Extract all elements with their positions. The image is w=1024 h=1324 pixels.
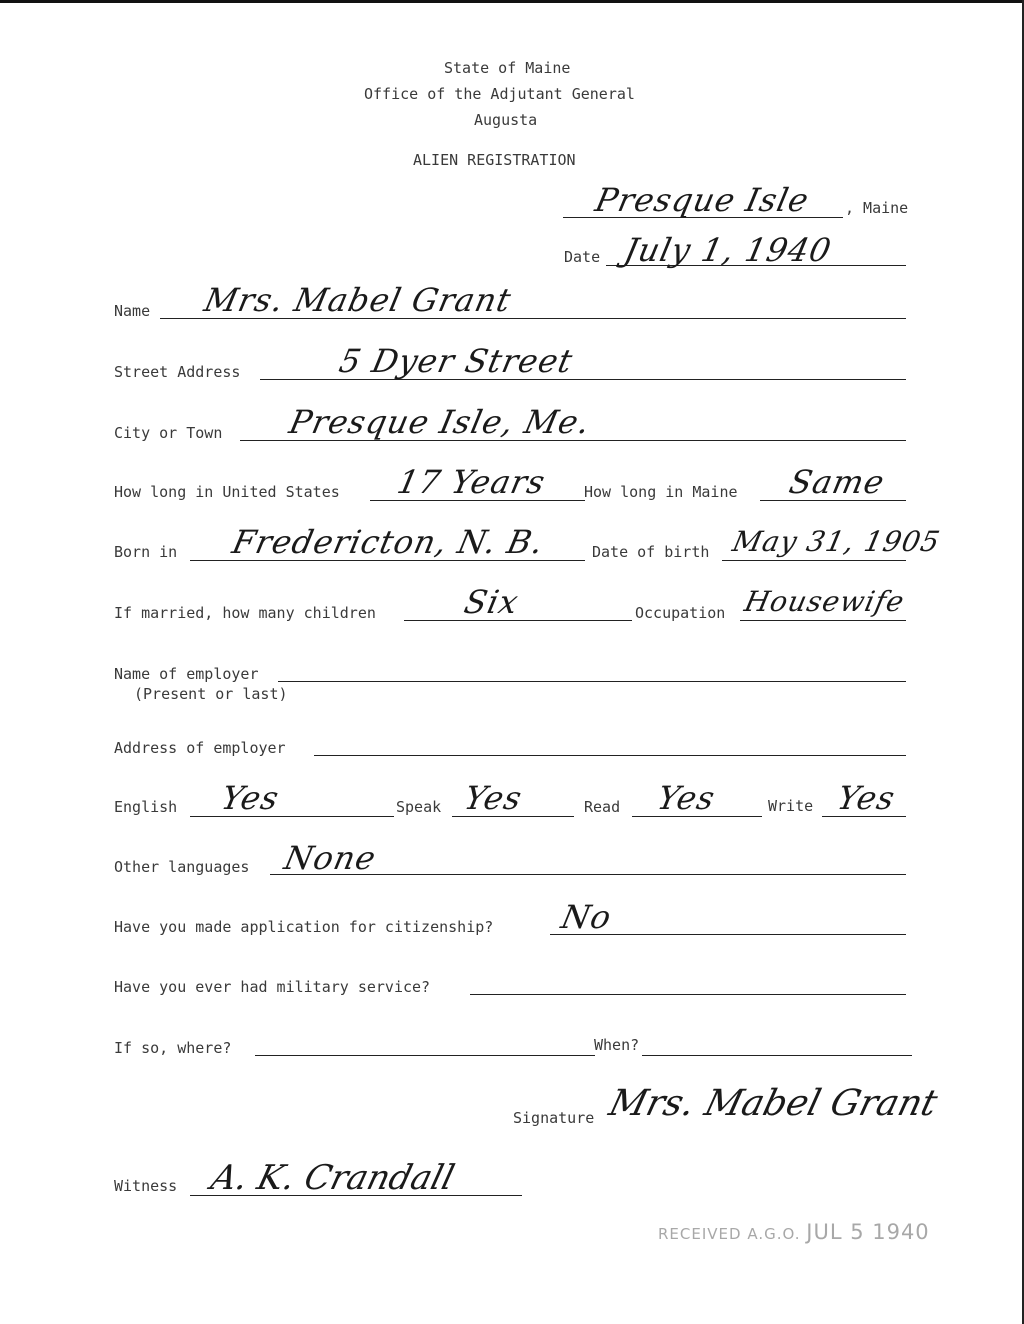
military-line [470,994,906,995]
signature-value: Mrs. Mabel Grant [605,1083,942,1124]
speak-label: Speak [396,798,442,816]
when-label: When? [594,1036,640,1054]
employer-line [278,681,906,682]
speak-value: Yes [460,779,526,817]
military-label: Have you ever had military service? [114,978,431,996]
write-label: Write [768,797,814,815]
header-office: Office of the Adjutant General [364,85,635,103]
stamp-prefix: RECEIVED A.G.O. [658,1225,801,1243]
how-long-maine-label: How long in Maine [584,483,738,501]
where-line [255,1055,595,1056]
how-long-maine-value: Same [785,463,889,501]
page-border-top [0,0,1024,3]
place-value: Presque Isle [591,181,813,219]
dob-value: May 31, 1905 [729,525,944,558]
stamp-date: JUL 5 1940 [806,1220,930,1244]
header-state: State of Maine [444,59,571,77]
when-line [642,1055,912,1056]
witness-value: A. K. Crandall [207,1158,459,1198]
occupation-label: Occupation [635,604,726,622]
employer-address-label: Address of employer [114,739,286,757]
signature-label: Signature [513,1109,595,1127]
citizenship-value: No [557,898,616,936]
city-value: Presque Isle, Me. [285,403,594,441]
header-city: Augusta [474,111,538,129]
name-label: Name [114,302,151,320]
witness-label: Witness [114,1177,178,1195]
occupation-value: Housewife [741,585,908,618]
place-suffix: , Maine [845,199,909,217]
employer-address-line [314,755,906,756]
dob-line [722,560,906,561]
citizenship-label: Have you made application for citizenship? [114,918,494,936]
dob-label: Date of birth [592,543,710,561]
street-value: 5 Dyer Street [335,342,577,380]
children-label: If married, how many children [114,604,376,622]
how-long-us-label: How long in United States [114,483,340,501]
children-line [404,620,632,621]
street-label: Street Address [114,363,241,381]
received-stamp [658,1220,930,1244]
employer-sublabel: (Present or last) [134,685,288,703]
read-value: Yes [653,779,719,817]
date-label: Date [564,248,601,266]
date-value: July 1, 1940 [620,231,836,269]
children-value: Six [460,583,523,621]
form-title: ALIEN REGISTRATION [413,151,576,169]
occupation-line [740,620,906,621]
name-value: Mrs. Mabel Grant [200,281,515,319]
where-label: If so, where? [114,1039,232,1057]
read-label: Read [584,798,621,816]
born-in-value: Fredericton, N. B. [228,523,548,561]
born-in-label: Born in [114,543,178,561]
employer-label: Name of employer [114,665,259,683]
english-value: Yes [217,779,283,817]
other-languages-label: Other languages [114,858,250,876]
city-label: City or Town [114,424,223,442]
other-languages-value: None [280,839,380,877]
how-long-us-value: 17 Years [393,463,550,501]
english-label: English [114,798,178,816]
write-value: Yes [833,779,899,817]
